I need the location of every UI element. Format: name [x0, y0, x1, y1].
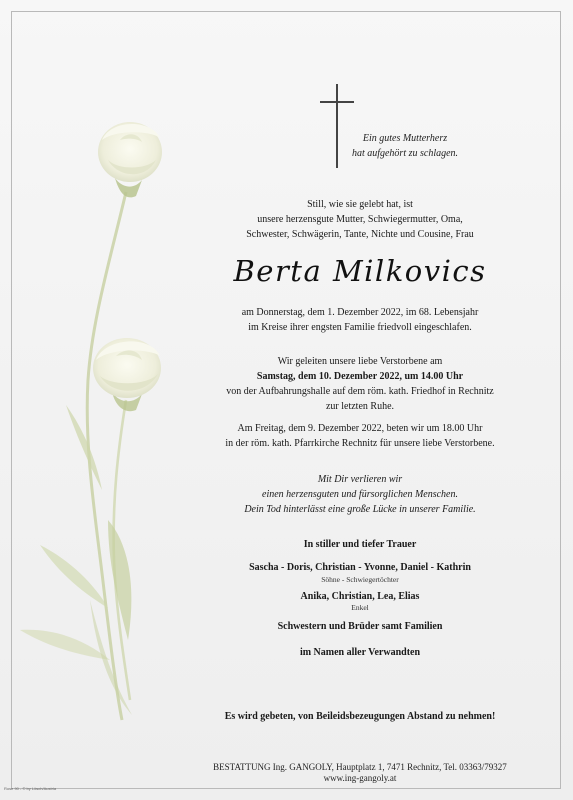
grandchildren-names: Anika, Christian, Lea, Elias [300, 591, 420, 602]
intro-line-2: unsere herzensgute Mutter, Schwiegermutter, Oma, [257, 214, 463, 225]
tribute-line-3: Dein Tod hinterlässt eine große Lücke in unserer Familie. [244, 504, 476, 515]
funeral-line-1: Wir geleiten unsere liebe Verstorbene am [277, 356, 443, 367]
prayer-line-1: Am Freitag, dem 9. Dezember 2022, beten wir um 18.00 Uhr [237, 423, 483, 434]
prayer-line-2: in der röm. kath. Pfarrkirche Rechnitz für unsere liebe Verstorbene. [225, 438, 495, 449]
funeral-home-address: BESTATTUNG Ing. GANGOLY, Hauptplatz 1, 7471 Rechnitz, Tel. 03363/79327 [213, 762, 507, 772]
siblings-line: Schwestern und Brüder samt Familien [277, 621, 443, 632]
cross-bar [320, 101, 354, 103]
deceased-name: Berta Milkovics [233, 254, 487, 288]
quote-line-1: Ein gutes Mutterherz [362, 133, 448, 144]
tribute-line-1: Mit Dir verlieren wir [317, 474, 403, 485]
quote-line-2: hat aufgehört zu schlagen. [351, 148, 459, 159]
children-caption: Söhne - Schwiegertöchter [321, 575, 399, 584]
tribute-line-2: einen herzensguten und fürsorglichen Menschen. [262, 489, 458, 500]
intro-line-1: Still, wie sie gelebt hat, ist [307, 199, 413, 210]
mourning-heading: In stiller und tiefer Trauer [303, 539, 417, 550]
funeral-date: Samstag, dem 10. Dezember 2022, um 14.00 Uhr [256, 371, 464, 382]
copyright-note: Rose 90 - © by Lösch/Austria [4, 786, 57, 791]
funeral-home-website: www.ing-gangoly.at [323, 773, 397, 783]
funeral-line-3: von der Aufbahrungshalle auf dem röm. kath. Friedhof in Rechnitz [226, 386, 494, 397]
children-names: Sascha - Doris, Christian - Yvonne, Daniel - Kathrin [249, 562, 471, 573]
death-line-2: im Kreise ihrer engsten Familie friedvoll eingeschlafen. [248, 322, 472, 333]
condolence-request: Es wird gebeten, von Beileidsbezeugungen Abstand zu nehmen! [224, 711, 496, 722]
grandchildren-caption: Enkel [351, 603, 369, 612]
intro-line-3: Schwester, Schwägerin, Tante, Nichte und Cousine, Frau [246, 229, 474, 240]
relatives-line: im Namen aller Verwandten [299, 647, 421, 658]
funeral-line-4: zur letzten Ruhe. [325, 401, 395, 412]
death-line-1: am Donnerstag, dem 1. Dezember 2022, im 68. Lebensjahr [241, 307, 479, 318]
